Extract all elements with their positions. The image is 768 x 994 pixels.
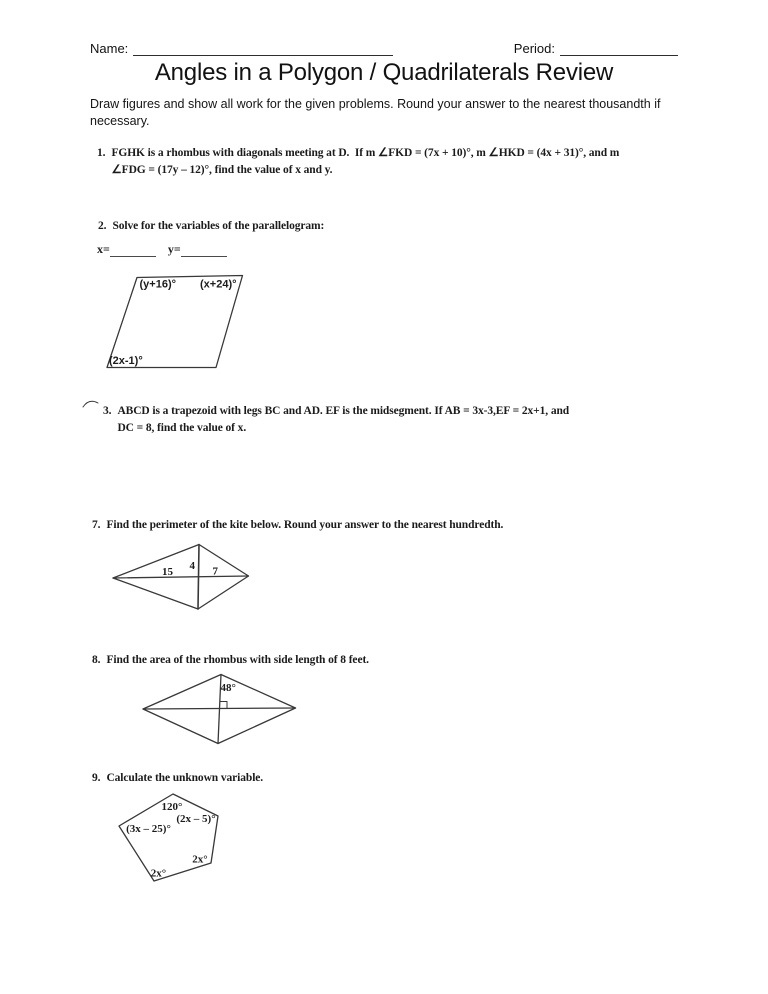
problem-9-number: 9. xyxy=(92,772,101,784)
header xyxy=(90,41,678,56)
pentagon-upper-right-angle-label: (2x – 5)° xyxy=(176,813,216,825)
problem-1-line-1: FGHK is a rhombus with diagonals meeting at D. If m ∠FKD = (7x + 10)°, m ∠HKD = (4x + 31)°, and m xyxy=(111,147,620,159)
problem-2-answer-row xyxy=(97,242,227,257)
kite-top-segment-label: 4 xyxy=(189,560,195,572)
pentagon-lower-right-angle-label: 2x° xyxy=(192,853,208,866)
y-equals-label: y= xyxy=(167,242,181,256)
problem-1-line-2: ∠FDG = (17y – 12)°, find the value of x and y. xyxy=(111,164,333,176)
name-blank-line[interactable] xyxy=(133,42,393,56)
problem-3-text xyxy=(117,403,569,437)
parallelogram-top-right-angle-label: (x+24)° xyxy=(200,278,237,291)
period-field xyxy=(514,41,678,56)
pentagon-figure xyxy=(108,786,243,888)
problem-7-number: 7. xyxy=(92,519,101,531)
problem-2 xyxy=(98,218,324,235)
scan-artifact-curve xyxy=(83,401,98,407)
problem-1-text xyxy=(111,145,619,179)
pentagon-upper-left-angle-label: (3x – 25)° xyxy=(126,823,171,835)
problem-2-text: Solve for the variables of the parallelogram: xyxy=(112,220,325,232)
scan-artifact-mark xyxy=(81,396,103,410)
problem-8-number: 8. xyxy=(92,654,101,666)
period-label: Period: xyxy=(513,41,555,56)
problem-3-line-2: DC = 8, find the value of x. xyxy=(117,422,247,434)
x-answer-blank[interactable] xyxy=(110,244,156,257)
problem-8-text: Find the area of the rhombus with side length of 8 feet. xyxy=(106,654,369,666)
kite-vertical-diagonal xyxy=(198,545,199,610)
problem-3 xyxy=(103,403,569,437)
worksheet-instructions xyxy=(90,96,660,130)
kite-horizontal-diagonal xyxy=(113,576,249,578)
period-blank-line[interactable] xyxy=(560,42,678,56)
pentagon-bottom-left-angle-label: 2x° xyxy=(150,867,167,880)
rhombus-figure xyxy=(133,665,305,755)
kite-figure xyxy=(100,536,260,616)
name-field xyxy=(90,41,393,56)
problem-1 xyxy=(97,145,619,179)
parallelogram-figure xyxy=(90,268,260,378)
problem-1-number: 1. xyxy=(97,147,106,159)
kite-right-segment-label: 7 xyxy=(212,565,218,578)
instructions-line-2: necessary. xyxy=(90,114,150,128)
kite-left-segment-label: 15 xyxy=(162,566,173,578)
problem-3-line-1: ABCD is a trapezoid with legs BC and AD. EF is the midsegment. If AB = 3x-3,EF = 2x+1, and xyxy=(117,405,570,417)
y-answer-blank[interactable] xyxy=(181,244,227,257)
problem-9 xyxy=(92,770,263,787)
problem-2-number: 2. xyxy=(98,220,107,232)
rhombus-angle-label: 48° xyxy=(220,682,236,694)
worksheet-title: Angles in a Polygon / Quadrilaterals Review xyxy=(154,59,614,86)
problem-7 xyxy=(92,517,503,534)
name-label: Name: xyxy=(90,41,129,56)
parallelogram-top-left-angle-label: (y+16)° xyxy=(139,278,177,291)
problem-7-text: Find the perimeter of the kite below. Round your answer to the nearest hundredth. xyxy=(106,519,504,531)
x-equals-label: x= xyxy=(97,242,110,256)
right-angle-mark xyxy=(220,702,227,709)
pentagon-top-angle-label: 120° xyxy=(161,801,183,813)
instructions-line-1: Draw figures and show all work for the given problems. Round your answer to the nearest thousandth if xyxy=(90,97,661,111)
problem-9-text: Calculate the unknown variable. xyxy=(106,772,264,784)
problem-3-number: 3. xyxy=(103,405,112,417)
parallelogram-bottom-left-angle-label: (2x-1)° xyxy=(109,355,143,367)
